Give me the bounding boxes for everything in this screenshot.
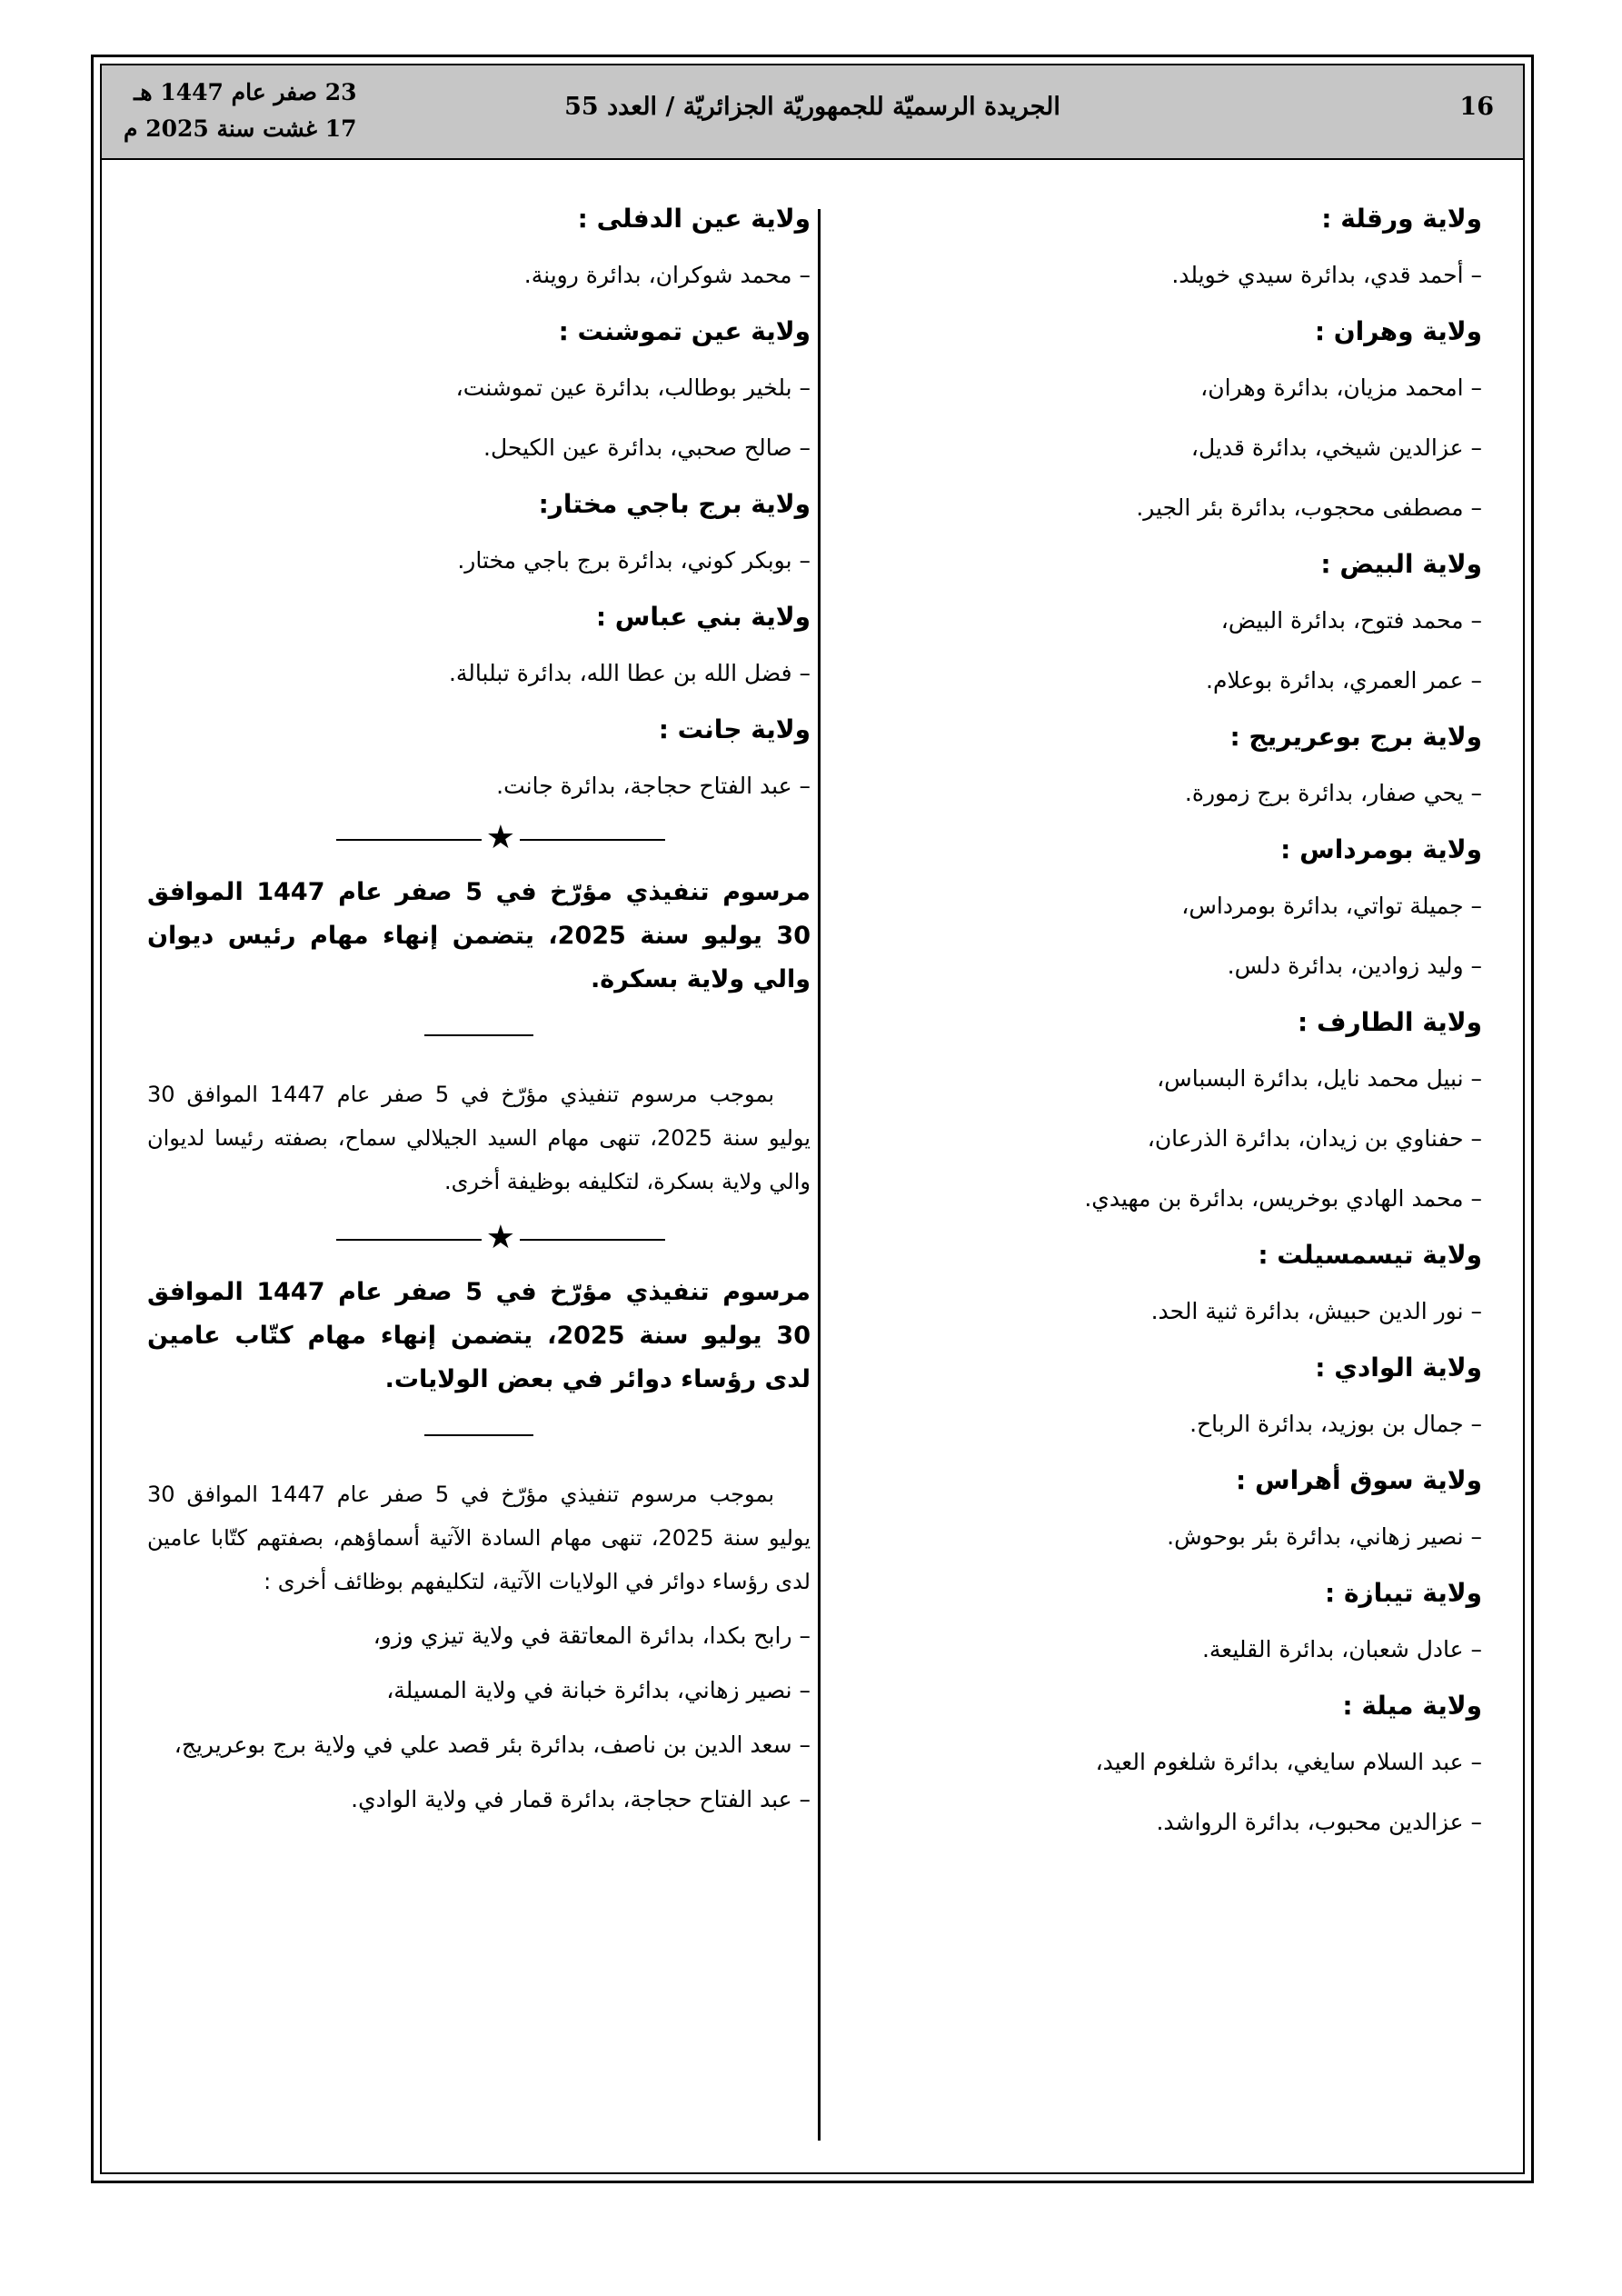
- wilaya-heading: ولاية عين تموشنت :: [558, 316, 811, 346]
- list-item: – بلخير بوطالب، بدائرة عين تموشنت،: [455, 374, 811, 401]
- list-item: – سعد الدين بن ناصف، بدائرة بئر قصد علي في ولاية برج بوعريريج،: [174, 1732, 811, 1758]
- list-item: – عبد السلام سايغي، بدائرة شلغوم العيد،: [1095, 1749, 1482, 1775]
- section-bordj-badji-mokhtar: [147, 478, 811, 591]
- list-item: – مصطفى محجوب، بدائرة بئر الجير.: [1136, 494, 1482, 521]
- list-item: – جميلة تواتي، بدائرة بومرداس،: [1181, 893, 1482, 919]
- list-item: – عبد الفتاح حجاجة، بدائرة جانت.: [496, 773, 811, 799]
- wilaya-heading: ولاية ورقلة :: [1321, 204, 1482, 234]
- section-djanet: [147, 704, 811, 816]
- section-el-oued: [901, 1342, 1482, 1454]
- page-number: 16: [1459, 93, 1494, 121]
- column-divider: [818, 209, 821, 2141]
- separator-line: [336, 1239, 482, 1241]
- list-item: – بوبكر كوني، بدائرة برج باجي مختار.: [457, 547, 811, 574]
- wilaya-heading: ولاية بومرداس :: [1280, 834, 1482, 864]
- section-beni-abbes: [147, 591, 811, 704]
- list-item: – فضل الله بن عطا الله، بدائرة تبلبالة.: [448, 660, 811, 686]
- list-item: – صالح صحبي، بدائرة عين الكيحل.: [483, 434, 811, 461]
- decree-2: [147, 1271, 811, 1822]
- list-item: – رابح بكدا، بدائرة المعاتقة في ولاية تيزي وزو،: [373, 1622, 811, 1649]
- right-column: [901, 193, 1482, 1852]
- page-frame: [91, 55, 1534, 2183]
- gregorian-date: 17 غشت سنة 2025 م: [124, 115, 357, 142]
- section-bordj-bou-arreridj: [901, 711, 1482, 824]
- list-item: – أحمد قدي، بدائرة سيدي خويلد.: [1171, 262, 1482, 288]
- section-ain-defla: [147, 193, 811, 305]
- wilaya-heading: ولاية ميلة :: [1342, 1691, 1482, 1721]
- list-item: – نور الدين حبيش، بدائرة ثنية الحد.: [1150, 1298, 1482, 1324]
- list-item: – نصير زهاني، بدائرة بئر بوحوش.: [1167, 1523, 1482, 1550]
- list-item: – عزالدين شيخي، بدائرة قديل،: [1190, 434, 1482, 461]
- list-item: – محمد الهادي بوخريس، بدائرة بن مهيدي.: [1084, 1185, 1482, 1212]
- list-item: – جمال بن بوزيد، بدائرة الرباح.: [1189, 1411, 1482, 1437]
- separator-line: [336, 839, 482, 841]
- star-separator: [147, 816, 811, 862]
- star-icon: ★: [485, 1219, 515, 1256]
- list-item: – حفناوي بن زيدان، بدائرة الذرعان،: [1147, 1125, 1482, 1152]
- star-separator: [147, 1216, 811, 1262]
- section-el-tarf: [901, 996, 1482, 1229]
- wilaya-heading: ولاية وهران :: [1314, 316, 1482, 346]
- wilaya-heading: ولاية تيسمسيلت :: [1258, 1240, 1482, 1270]
- list-item: – عمر العمري، بدائرة بوعلام.: [1206, 667, 1482, 694]
- section-mila: [901, 1680, 1482, 1852]
- separator-line: [520, 1239, 665, 1241]
- list-item: – عبد الفتاح حجاجة، بدائرة قمار في ولاية الوادي.: [351, 1786, 811, 1812]
- list-item: – عزالدين محبوب، بدائرة الرواشد.: [1156, 1809, 1482, 1835]
- gazette-header: [102, 65, 1523, 160]
- decree-title: مرسوم تنفيذي مؤرّخ في 5 صفر عام 1447 الموافق 30 يوليو سنة 2025، يتضمن إنهاء مهام كتّاب عامين لدى رؤساء دوائر في بعض الولايات.: [147, 1278, 811, 1393]
- wilaya-heading: ولاية سوق أهراس :: [1236, 1465, 1482, 1495]
- wilaya-heading: ولاية عين الدفلى :: [577, 204, 811, 234]
- list-item: – امحمد مزيان، بدائرة وهران،: [1200, 374, 1482, 401]
- section-boumerdes: [901, 824, 1482, 996]
- wilaya-heading: ولاية الطارف :: [1298, 1007, 1482, 1037]
- decree-title: مرسوم تنفيذي مؤرّخ في 5 صفر عام 1447 الموافق 30 يوليو سنة 2025، يتضمن إنهاء مهام رئيس ديوان والي ولاية بسكرة.: [147, 878, 811, 993]
- decree-1: [147, 871, 811, 1203]
- wilaya-heading: ولاية البيض :: [1320, 549, 1482, 579]
- list-item: – محمد شوكران، بدائرة روينة.: [523, 262, 811, 288]
- section-souk-ahras: [901, 1454, 1482, 1567]
- section-ouargla: [901, 193, 1482, 305]
- wilaya-heading: ولاية برج باجي مختار:: [538, 489, 811, 519]
- list-item: – وليد زوادين، بدائرة دلس.: [1227, 953, 1482, 979]
- decree-body: بموجب مرسوم تنفيذي مؤرّخ في 5 صفر عام 1447 الموافق 30 يوليو سنة 2025، تنهى مهام السيد الجيلالي سماح، بصفته رئيسا لديوان والي ولاية بسكرة، لتكليفه بوظيفة أخرى.: [147, 1082, 811, 1194]
- list-item: – نصير زهاني، بدائرة خبانة في ولاية المسيلة،: [386, 1677, 811, 1703]
- section-tissemsilt: [901, 1229, 1482, 1342]
- list-item: – عادل شعبان، بدائرة القليعة.: [1201, 1636, 1482, 1662]
- list-item: – نبيل محمد نايل، بدائرة البسباس،: [1157, 1065, 1482, 1092]
- wilaya-heading: ولاية الوادي :: [1315, 1353, 1482, 1383]
- list-item: – محمد فتوح، بدائرة البيض،: [1220, 607, 1482, 634]
- section-tipaza: [901, 1567, 1482, 1680]
- list-item: – يحي صفار، بدائرة برج زمورة.: [1184, 780, 1482, 806]
- star-icon: ★: [485, 819, 515, 856]
- issue-dates: [124, 75, 357, 147]
- section-oran: [901, 305, 1482, 538]
- gazette-title: الجريدة الرسميّة للجمهوريّة الجزائريّة / العدد 55: [564, 93, 1060, 121]
- decree-body: بموجب مرسوم تنفيذي مؤرّخ في 5 صفر عام 1447 الموافق 30 يوليو سنة 2025، تنهى مهام السادة الآتية أسماؤهم، بصفتهم كتّابا عامين لدى رؤساء دوائر في الولايات الآتية، لتكليفهم بوظائف أخرى :: [147, 1482, 811, 1594]
- wilaya-heading: ولاية جانت :: [658, 714, 811, 744]
- page-inner-frame: [100, 64, 1525, 2174]
- left-column: [147, 193, 811, 1832]
- wilaya-heading: ولاية برج بوعريريج :: [1229, 722, 1482, 752]
- separator-line: [520, 839, 665, 841]
- wilaya-heading: ولاية تيبازة :: [1325, 1578, 1482, 1608]
- section-el-bayadh: [901, 538, 1482, 711]
- section-ain-temouchent: [147, 305, 811, 478]
- hijri-date: 23 صفر عام 1447 هـ: [134, 79, 357, 105]
- wilaya-heading: ولاية بني عباس :: [595, 602, 811, 632]
